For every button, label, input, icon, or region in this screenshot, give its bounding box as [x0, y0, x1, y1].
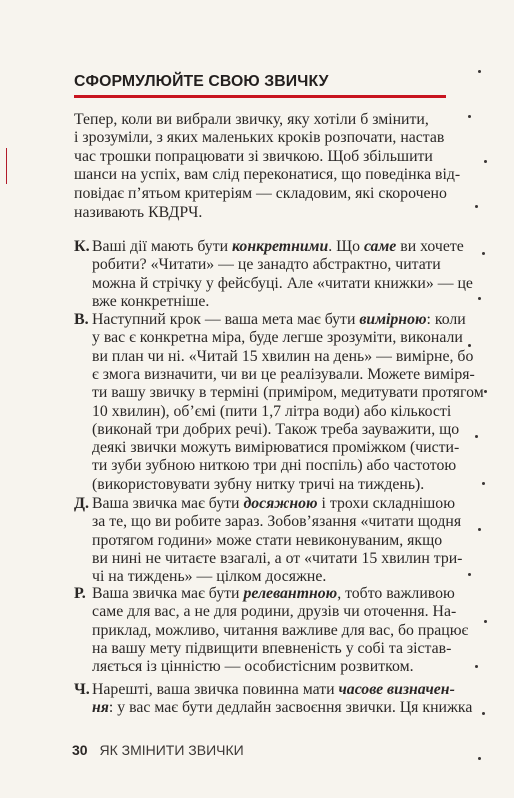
line-text: : коли [426, 311, 466, 328]
criterion-line [92, 275, 473, 292]
page-edge-dot [475, 435, 478, 438]
line-text: на вашу мету підвищити впевненість у собі та зістав- [92, 639, 452, 657]
criterion-letter: В. [74, 311, 89, 328]
line-text: деякі звички можуть вимірюватися проміжком (чисти- [92, 439, 460, 457]
line-text: можна й стрічку у фейсбуці. Але «читати книжки» — це [92, 274, 473, 292]
emphasized-term: релевантною [243, 585, 338, 602]
page-edge-dot [482, 482, 485, 485]
page-number: 30 [72, 742, 88, 758]
line-text: Ваша звичка має бути [92, 585, 244, 602]
criterion-line [92, 238, 464, 255]
line-text: ви нині не читаєте взагалі, а от «читати 15 хвилин три- [92, 549, 463, 567]
criterion-line [92, 568, 326, 585]
criterion-line [92, 532, 442, 549]
emphasized-term: ня [92, 699, 109, 717]
criterion-line [92, 476, 424, 493]
line-text: Ваша звичка має бути [92, 495, 244, 512]
line-text: за те, що ви робите зараз. Зобов’язання «читати щодня [92, 513, 462, 531]
line-text: Наступний крок — ваша мета має бути [92, 311, 360, 328]
page-edge-dot [484, 620, 487, 623]
page-edge-dot [484, 390, 487, 393]
criterion-line [92, 256, 441, 273]
page-edge-dot [482, 252, 485, 255]
criterion-line [92, 421, 459, 438]
criterion-line [92, 311, 466, 328]
page-edge-dot [478, 70, 481, 73]
criterion-letter: К. [74, 238, 90, 255]
emphasized-term: часове визначен- [338, 681, 455, 698]
page-footer [72, 742, 244, 758]
page-edge-dot [484, 160, 487, 163]
line-text: ти зуби зубною ниткою три дні поспіль) або частотою [92, 457, 457, 475]
criterion-line [92, 293, 209, 310]
criterion-line [92, 640, 451, 657]
criterion-line [92, 658, 414, 675]
book-title: ЯК ЗМІНИТИ ЗВИЧКИ [99, 742, 244, 758]
emphasized-term: конкретними [232, 238, 329, 255]
line-text: протягом години» може стати невиконуваним, якщо [92, 531, 443, 549]
intro-line: називають КВДРЧ. [74, 204, 203, 221]
line-text: вже конкретніше. [92, 292, 210, 310]
line-text: ви план чи ні. «Читай 15 хвилин на день» — вимірне, бо [92, 347, 474, 365]
intro-line: час трошки попрацювати зі звичкою. Щоб збільшити [74, 148, 433, 165]
emphasized-term: досяжною [243, 495, 318, 512]
intro-line: шанси на успіх, вам слід переконатися, що поведінка від- [74, 166, 461, 183]
line-text: (використовувати зубну нитку тричі на тиждень). [92, 475, 425, 493]
criterion-line [92, 403, 451, 420]
line-text: у вас є конкретна міра, буде легше зрозуміти, виконали [92, 329, 463, 347]
line-text: і трохи складнішою [317, 495, 455, 512]
emphasized-term: саме [363, 238, 397, 255]
line-text: чі на тиждень» — цілком досяжне. [92, 568, 327, 586]
criterion-line [92, 348, 473, 365]
criterion-letter: Р. [74, 585, 86, 602]
criterion-line [92, 681, 455, 698]
page-edge-dot [478, 757, 481, 760]
criterion-line [92, 513, 461, 530]
criterion-line [92, 699, 472, 716]
line-text: ви хочете [396, 238, 464, 255]
page-edge-dot [475, 665, 478, 668]
page-edge-dot [468, 344, 471, 347]
criterion-line [92, 495, 455, 512]
line-text: ти вашу звичку в терміні (приміром, медитувати протягом [92, 384, 484, 402]
line-text: ляється із цінністю — особистісним розвитком. [92, 658, 414, 676]
line-text: (виконай три добрих речі). Також треба зауважити, що [92, 420, 460, 438]
margin-mark [6, 148, 7, 184]
page-edge-dot [482, 712, 485, 715]
criterion-line [92, 329, 463, 346]
criterion-line [92, 457, 456, 474]
criterion-line [92, 603, 456, 620]
criterion-line [92, 585, 455, 602]
page-edge-dot [468, 573, 471, 576]
title-rule [74, 95, 446, 98]
criterion-line [92, 550, 462, 567]
criterion-line [92, 384, 484, 401]
intro-line: Тепер, коли ви вибрали звичку, яку хотіли б змінити, [74, 111, 429, 128]
emphasized-term: вимірною [359, 311, 427, 328]
line-text: Ваші дії мають бути [92, 238, 233, 255]
criterion-line [92, 439, 459, 456]
page-edge-dot [475, 205, 478, 208]
intro-line: і зрозуміли, з яких маленьких кроків розпочати, настав [74, 129, 445, 146]
line-text: 10 хвилин), об’ємі (пити 1,7 літра води) або кількості [92, 402, 452, 420]
section-title: СФОРМУЛЮЙТЕ СВОЮ ЗВИЧКУ [74, 73, 329, 90]
line-text: приклад, можливо, читання важливе для вас, бо працює [92, 621, 469, 639]
line-text: робити? «Читати» — це занадто абстрактно, читати [92, 256, 441, 274]
line-text: саме для вас, а не для родини, друзів чи оточення. На- [92, 603, 457, 621]
criterion-letter: Д. [74, 495, 90, 512]
line-text: . Що [328, 238, 364, 255]
intro-line: повідає п’ятьом критеріям — складовим, які скорочено [74, 185, 447, 202]
line-text: : у вас має бути дедлайн засвоєння звички. Ця книжка [108, 699, 473, 717]
page-edge-dot [468, 115, 471, 118]
line-text: , тобто важливою [337, 585, 455, 602]
page-edge-dot [478, 528, 481, 531]
line-text: є змога визначити, чи ви це реалізували. Можете виміря- [92, 365, 475, 383]
line-text: Нарешті, ваша звичка повинна мати [92, 681, 339, 698]
page-edge-dot [478, 297, 481, 300]
criterion-line [92, 622, 468, 639]
criterion-letter: Ч. [74, 681, 90, 698]
criterion-line [92, 366, 475, 383]
